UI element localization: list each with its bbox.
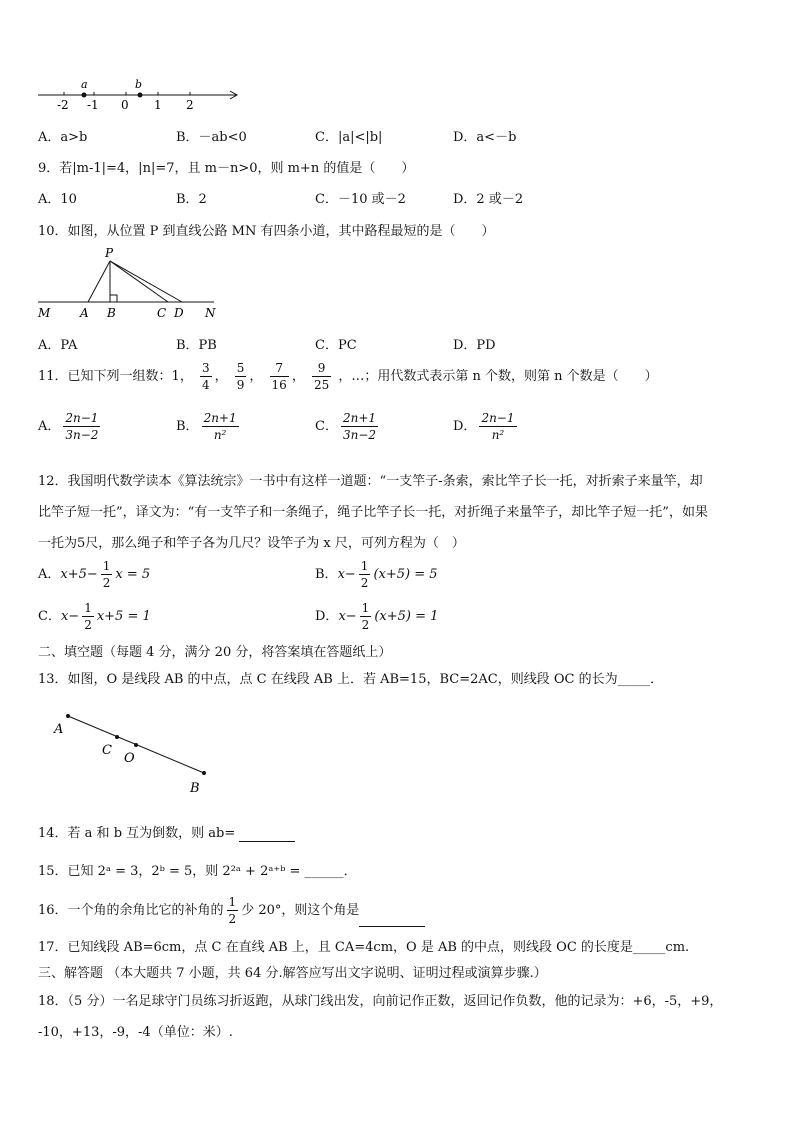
q11-text: 11．已知下列一组数：1， $\frac{3}{4}$ ， $\frac{5}{9}$ ， $\frac{7}{16}$ ， $\frac{9}{25}$ ，…；用代数式表示第 n 个数，则第 n 个数是（ ） (38, 361, 658, 392)
q11-pre: 11．已知下列一组数：1， (38, 369, 193, 384)
answer-blank (239, 826, 295, 842)
label-p: P (105, 246, 114, 260)
tick-label: 1 (154, 98, 162, 112)
q10-figure (36, 244, 226, 322)
q12-option-d: D．x− $\frac{1}{2}$ (x+5) = 1 (315, 601, 439, 632)
tick-label: 2 (186, 98, 194, 112)
q13-figure (50, 708, 220, 800)
q18-line2: -10，+13，-9，-4（单位：米）. (38, 1025, 233, 1040)
q10-option-c: C．PC (315, 338, 357, 353)
point-a-label: a (81, 78, 88, 91)
q15-text: 15．已知 2ᵃ = 3，2ᵇ = 5，则 2²ᵃ + 2ᵃ⁺ᵇ = ______． (38, 864, 357, 879)
q9-option-d: D．2 或－2 (453, 192, 524, 207)
label-c: C (157, 306, 167, 320)
q17-text: 17．已知线段 AB=6cm，点 C 在直线 AB 上，且 CA=4cm，O 是 AB 的中点，则线段 OC 的长度是_____cm. (38, 940, 690, 955)
section-3-heading: 三、解答题 （本大题共 7 小题，共 64 分.解答应写出文字说明、证明过程或演算步骤.） (38, 966, 547, 981)
q8-option-a: A．a>b (38, 130, 88, 145)
q13-text: 13．如图，O 是线段 AB 的中点，点 C 在线段 AB 上．若 AB=15，BC=2AC，则线段 OC 的长为_____． (38, 672, 664, 687)
point-b (138, 93, 143, 98)
q12-option-a: A．x+5− $\frac{1}{2}$ x = 5 (38, 559, 151, 590)
q10-option-d: D．PD (453, 338, 496, 353)
answer-blank (359, 896, 425, 927)
q12-line2: 比竿子短一托”，译文为：“有一支竿子和一条绳子，绳子比竿子长一托，对折绳子来量竿子，却比竿子短一托”，如果 (38, 505, 708, 520)
tick-label: -1 (87, 98, 99, 112)
q14-text: 14．若 a 和 b 互为倒数，则 ab= (38, 822, 295, 842)
label-a: A (54, 722, 64, 737)
tick-label: -2 (57, 98, 69, 112)
q8-option-c: C．|a|<|b| (315, 130, 383, 145)
q11-option-c: C． $\frac{2n+1}{3n-2}$ (315, 411, 377, 442)
tick-label: 0 (121, 98, 129, 112)
q11-fraction: $\frac{7}{16}$ (271, 361, 287, 392)
q16-text: 16．一个角的余角比它的补角的 $\frac{1}{2}$ 少 20°，则这个角是 (38, 894, 425, 927)
label-d: D (174, 306, 184, 320)
label-n: N (205, 306, 216, 320)
q9-option-c: C．－10 或－2 (315, 192, 406, 207)
section-2-heading: 二、填空题（每题 4 分，满分 20 分，将答案填在答题纸上） (38, 645, 392, 660)
q11-fraction: $\frac{5}{9}$ (236, 361, 245, 392)
q12-option-b: B．x− $\frac{1}{2}$ (x+5) = 5 (315, 559, 438, 590)
q9-option-a: A．10 (38, 192, 77, 207)
label-c: C (102, 743, 112, 758)
q8-option-d: D．a<－b (453, 130, 517, 145)
q8-option-b: B．－ab<0 (176, 130, 247, 145)
q18-line1: 18．（5 分）一名足球守门员练习折返跑，从球门线出发，向前记作正数，返回记作负数，他的记录为：+6，-5，+9， (38, 994, 723, 1009)
q11-fraction: $\frac{3}{4}$ (201, 361, 210, 392)
q11-option-a: A． $\frac{2n-1}{3n-2}$ (38, 411, 99, 442)
q10-option-b: B．PB (176, 338, 217, 353)
q9-option-b: B．2 (176, 192, 207, 207)
label-b: B (107, 306, 116, 320)
q9-text: 9．若|m-1|=4，|n|=7，且 m－n>0，则 m+n 的值是（ ） (38, 161, 415, 176)
point-a (82, 93, 87, 98)
q12-line1: 12．我国明代数学读本《算法统宗》一书中有这样一道题：“一支竿子-条索，索比竿子长一托，对折索子来量竿，却 (38, 474, 703, 489)
number-line-figure (36, 76, 246, 114)
q12-option-c: C．x− $\frac{1}{2}$ x+5 = 1 (38, 601, 151, 632)
q11-fraction: $\frac{9}{25}$ (313, 361, 330, 392)
q11-post: ，…；用代数式表示第 n 个数，则第 n 个数是（ ） (338, 369, 658, 384)
q10-option-a: A．PA (38, 338, 78, 353)
label-a: A (80, 306, 89, 320)
label-b: B (190, 781, 200, 796)
q10-text: 10．如图，从位置 P 到直线公路 MN 有四条小道，其中路程最短的是（ ） (38, 224, 495, 239)
point-b-label: b (135, 78, 143, 91)
q11-option-b: B． $\frac{2n+1}{\text{n²}}$ (176, 411, 237, 442)
q12-line3: 一托为5尺，那么绳子和竿子各为几尺？设竿子为 x 尺，可列方程为（ ） (38, 536, 465, 551)
label-o: O (124, 751, 135, 766)
label-m: M (38, 306, 51, 320)
q11-option-d: D． $\frac{2n-1}{\text{n²}}$ (453, 411, 515, 442)
